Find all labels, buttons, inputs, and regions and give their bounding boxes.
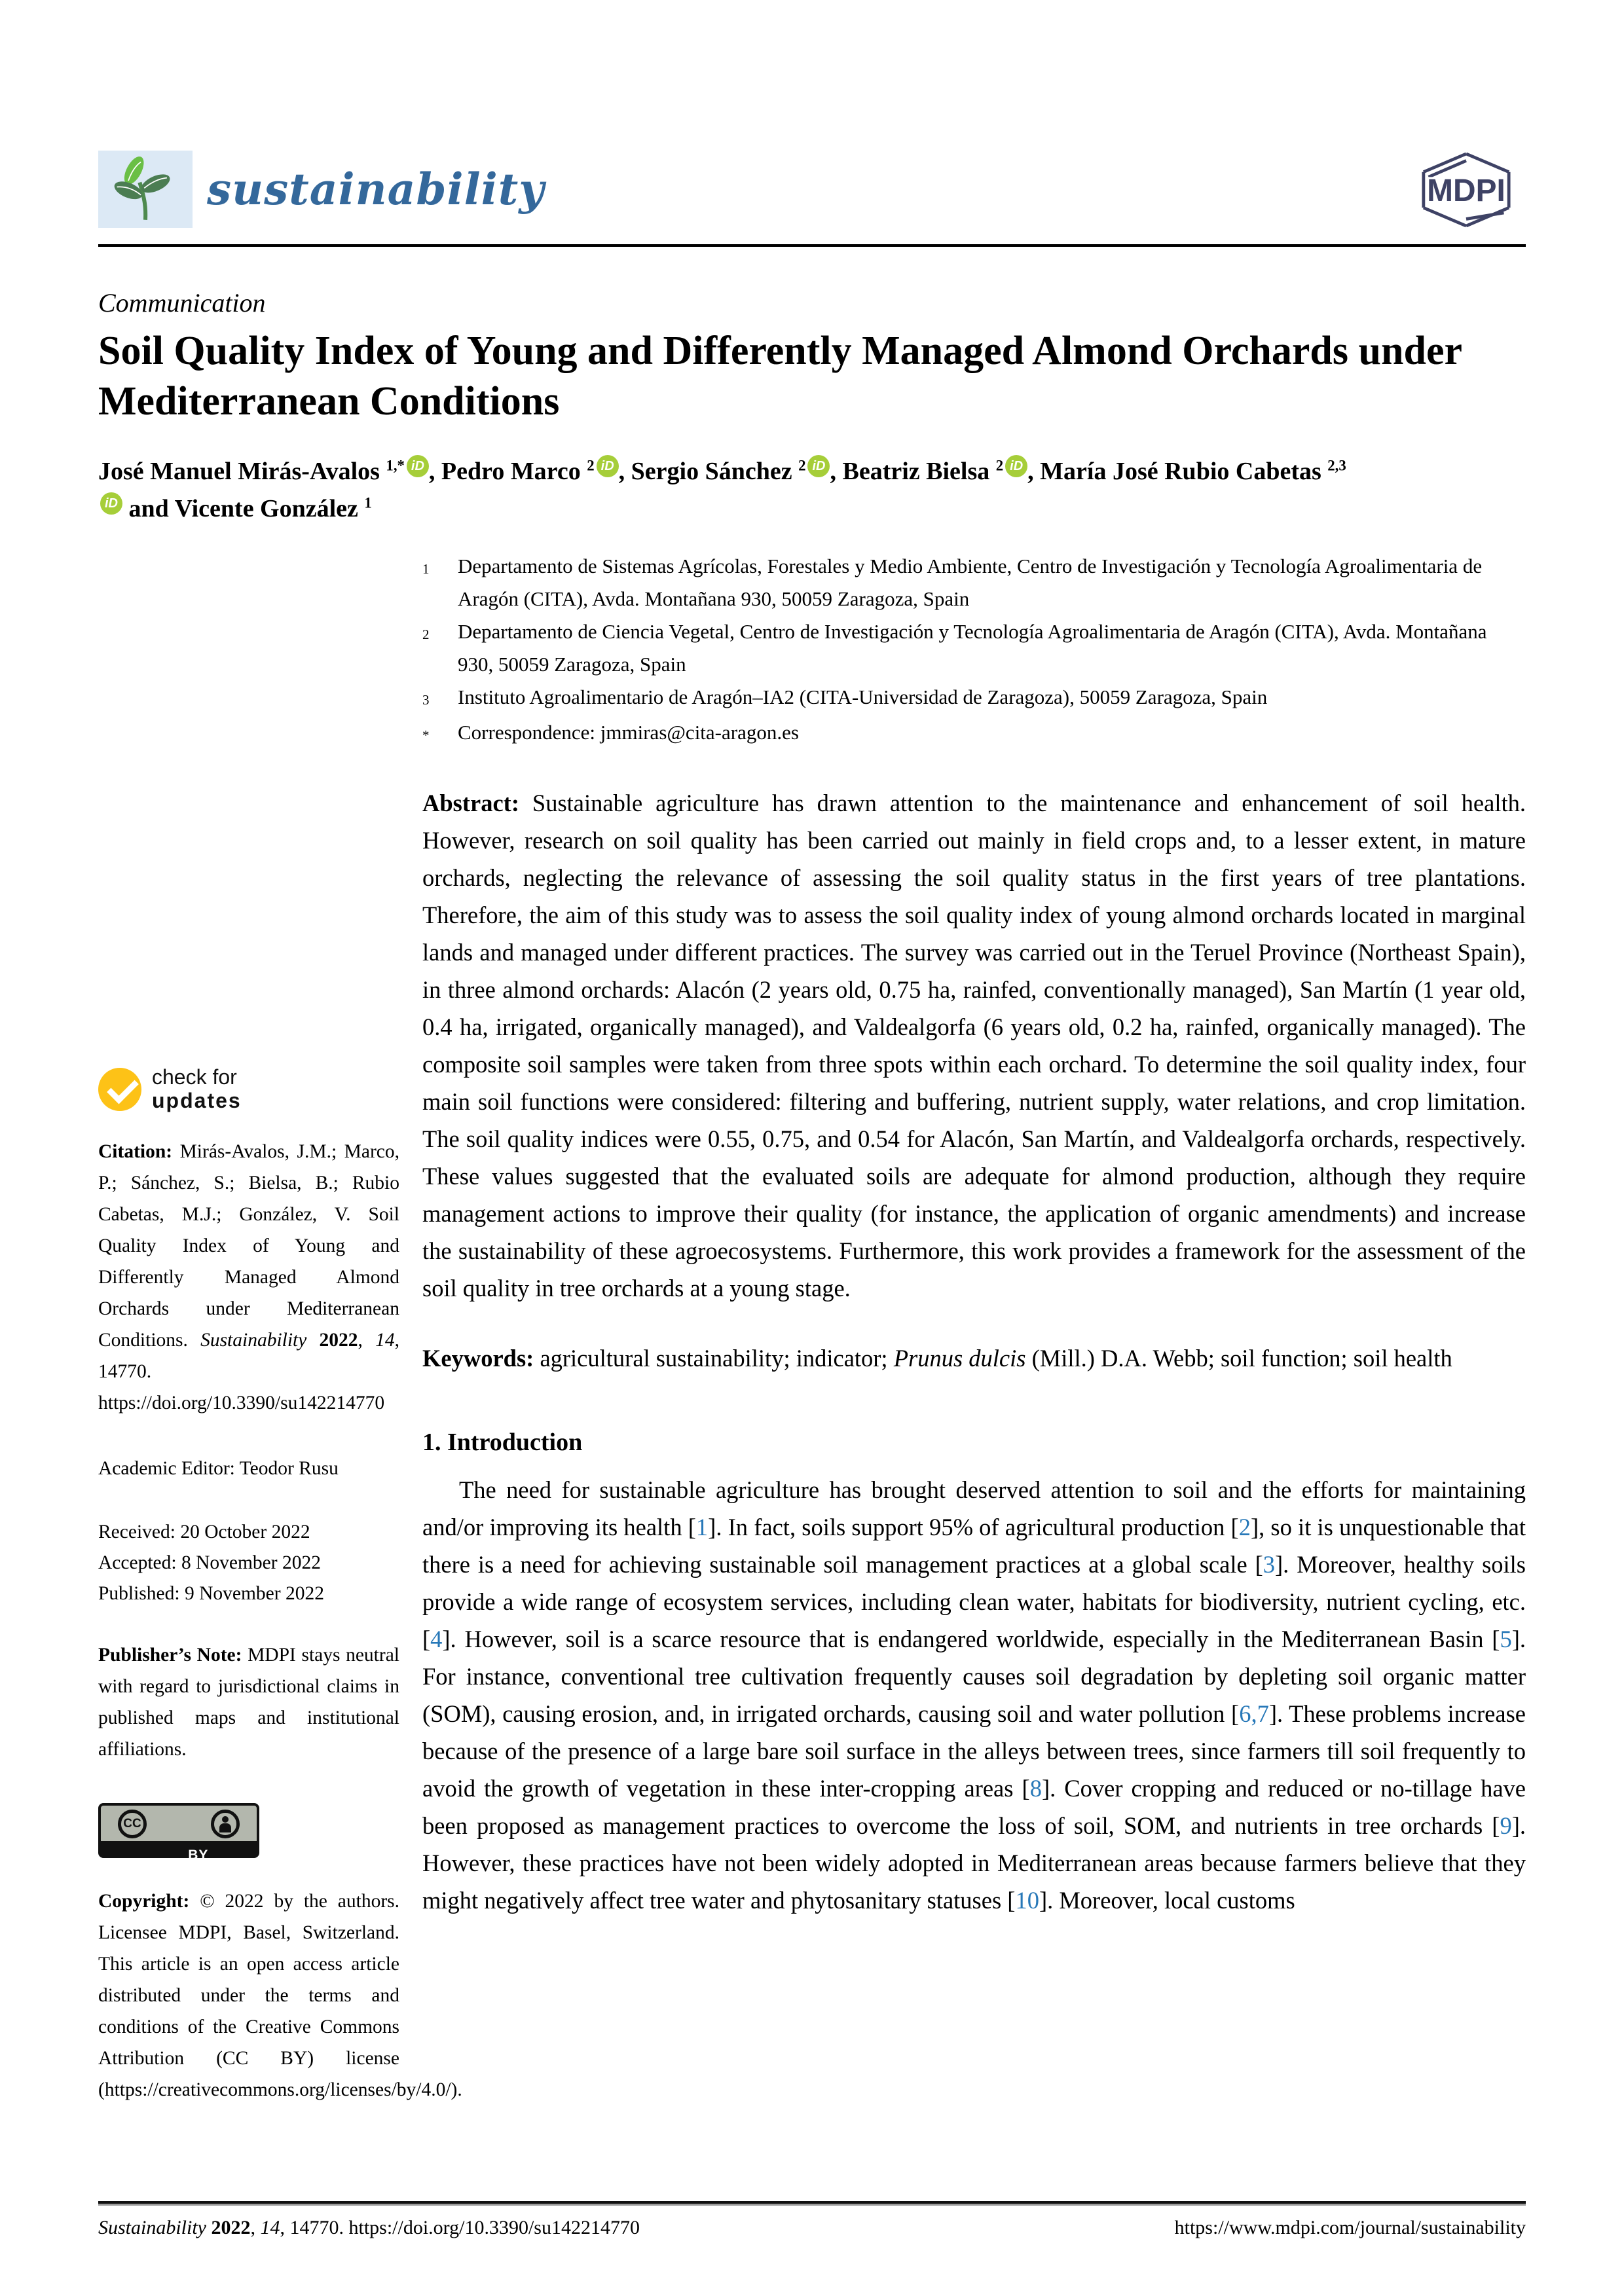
check-for-label: check for	[152, 1065, 237, 1089]
accepted-date: Accepted: 8 November 2022	[98, 1552, 321, 1574]
correspondence-item	[422, 716, 1526, 752]
affiliation-text: Departamento de Ciencia Vegetal, Centro de Investigación y Tecnología Agroalimentaria de Aragón (CITA), Avda. Montañana 930, 50059 Zaragoza, Spain	[458, 619, 1487, 676]
affiliation-text: Departamento de Sistemas Agrícolas, Forestales y Medio Ambiente, Centro de Investigación y Tecnología Agroalimentaria de Aragón (CITA), Avda. Montañana 930, 50059 Zaragoza, Spain	[458, 554, 1483, 610]
article-dates	[98, 1517, 399, 1609]
updates-label: updates	[152, 1088, 242, 1112]
publisher-note: Publisher’s Note: MDPI stays neutral with regard to jurisdictional claims in published maps and institutional affiliations.	[98, 1645, 399, 1760]
correspondence-marker: *	[422, 727, 430, 743]
affiliation-item	[422, 681, 1526, 716]
affiliation-item	[422, 615, 1526, 681]
citation-ref[interactable]: 4	[430, 1625, 443, 1652]
check-for-updates-button[interactable]	[98, 1066, 399, 1113]
published-date: Published: 9 November 2022	[98, 1583, 324, 1605]
orcid-icon[interactable]: iD	[597, 455, 619, 477]
cc-by-license-badge[interactable]	[98, 1803, 259, 1863]
footer-divider	[98, 2201, 1526, 2204]
plant-icon	[106, 155, 185, 223]
citation-ref[interactable]: 10	[1015, 1886, 1039, 1914]
orcid-icon[interactable]: iD	[807, 455, 830, 477]
citation-ref[interactable]: 2	[1238, 1513, 1251, 1540]
citation-ref[interactable]: 1	[695, 1513, 709, 1540]
keywords: Keywords: agricultural sustainability; indicator; Prunus dulcis (Mill.) D.A. Webb; soil function; soil health	[422, 1344, 1452, 1372]
orcid-icon[interactable]: iD	[100, 492, 122, 515]
crossmark-circle	[98, 1068, 141, 1111]
check-icon	[107, 1072, 139, 1104]
affiliations	[422, 550, 1526, 752]
affiliation-marker: 2	[422, 626, 430, 642]
citation-ref[interactable]: 5	[1500, 1625, 1512, 1652]
author-list: José Manuel Mirás-Avalos $^{1,*}$ iD , Pedro Marco $^2$ iD , Sergio Sánchez $^2$ iD , Beatriz Bielsa $^2$ iD , María José Rubio Cabetas $^{2,3}$iD and Vicente González $^1$	[98, 453, 1354, 528]
correspondence-email[interactable]: Correspondence: jmmiras@cita-aragon.es	[458, 720, 799, 744]
mdpi-hexagon-icon	[1407, 151, 1526, 229]
footer-journal-url[interactable]: https://www.mdpi.com/journal/sustainability	[1174, 2217, 1526, 2238]
journal-logo[interactable]	[98, 151, 545, 228]
by-label: BY	[188, 1848, 209, 1863]
received-date: Received: 20 October 2022	[98, 1522, 310, 1543]
citation-ref[interactable]: 3	[1263, 1550, 1275, 1578]
sidebar	[98, 550, 462, 2106]
introduction-paragraph: The need for sustainable agriculture has brought deserved attention to soil and the efforts for maintaining and/or improving its health [1]. In fact, soils support 95% of agricultural production [2], so it is unquestionable that there is a need for achieving sustainable soil management practices at a global scale [3]. Moreover, healthy soils provide a wide range of ecosystem services, including clean water, habitats for biodiversity, nutrient cycling, etc. [4]. However, soil is a scarce resource that is endangered worldwide, especially in the Mediterranean Basin [5]. For instance, conventional tree cultivation frequently causes soil degradation by depleting soil organic matter (SOM), causing erosion, and, in irrigated orchards, causing soil and water pollution [6,7]. These problems increase because of the presence of a large bare soil surface in the alleys between trees, since farmers till soil frequently to avoid the growth of vegetation in these inter-cropping areas [8]. Cover cropping and reduced or no-tillage have been proposed as management practices to overcome the loss of soil, SOM, and nutrients in tree orchards [9]. However, these practices have not been widely adopted in Mediterranean areas because farmers believe that they might negatively affect tree water and phytosanitary statuses [10]. Moreover, local customs	[422, 1476, 1526, 1914]
citation-block: Citation: Mirás-Avalos, J.M.; Marco, P.; Sánchez, S.; Bielsa, B.; Rubio Cabetas, M.J.; González, V. Soil Quality Index of Young and Differently Managed Almond Orchards under Mediterranean Conditions. Sustainability 2022, 14, 14770. https://doi.org/10.3390/su142214770	[98, 1141, 400, 1414]
footer-citation[interactable]: Sustainability 2022, 14, 14770. https://doi.org/10.3390/su142214770	[98, 2217, 640, 2238]
mdpi-logo[interactable]	[1407, 151, 1526, 232]
orcid-icon[interactable]: iD	[407, 455, 429, 477]
page-footer	[98, 2201, 1526, 2239]
attribution-person-icon	[211, 1810, 240, 1838]
sustainability-plant-icon	[98, 151, 193, 228]
orcid-icon[interactable]: iD	[1005, 455, 1027, 477]
header-divider	[98, 244, 1526, 247]
journal-header	[98, 0, 1526, 232]
svg-text:MDPI: MDPI	[1427, 173, 1505, 208]
main-column	[422, 550, 1526, 2106]
academic-editor: Academic Editor: Teodor Rusu	[98, 1458, 339, 1480]
citation-ref[interactable]: 6,7	[1239, 1700, 1269, 1727]
article-title: Soil Quality Index of Young and Differently Managed Almond Orchards under Mediterranean Conditions	[98, 329, 1462, 424]
citation-ref[interactable]: 9	[1500, 1812, 1512, 1839]
citation-ref[interactable]: 8	[1029, 1774, 1042, 1802]
affiliation-marker: 3	[422, 691, 430, 708]
cc-icon: CC	[118, 1810, 147, 1838]
copyright-block: Copyright: © 2022 by the authors. Licensee MDPI, Basel, Switzerland. This article is an open access article distributed under the terms and conditions of the Creative Commons Attribution (CC BY) license (https://creativecommons.org/licenses/by/4.0/).	[98, 1891, 462, 2101]
affiliation-text: Instituto Agroalimentario de Aragón–IA2 (CITA-Universidad de Zaragoza), 50059 Zaragoza, Spain	[458, 685, 1268, 708]
cc-by-band	[101, 1841, 257, 1863]
affiliation-marker: 1	[422, 560, 430, 577]
affiliation-item	[422, 550, 1526, 615]
abstract: Abstract: Sustainable agriculture has drawn attention to the maintenance and enhancement of soil health. However, research on soil quality has been carried out mainly in field crops and, to a lesser extent, in mature orchards, neglecting the relevance of assessing the soil quality status in the first years of tree plantations. Therefore, the aim of this study was to assess the soil quality index of young almond orchards located in marginal lands and managed under different practices. The survey was carried out in the Teruel Province (Northeast Spain), in three almond orchards: Alacón (2 years old, 0.75 ha, rainfed, conventionally managed), San Martín (1 year old, 0.4 ha, irrigated, organically managed), and Valdealgorfa (6 years old, 0.2 ha, rainfed, organically managed). The composite soil samples were taken from three spots within each orchard. To determine the soil quality index, four main soil functions were considered: filtering and buffering, nutrient supply, water relations, and crop limitation. The soil quality indices were 0.55, 0.75, and 0.54 for Alacón, San Martín, and Valdealgorfa orchards, respectively. These values suggested that the evaluated soils are adequate for almond production, although they require management actions to improve their quality (for instance, the application of organic amendments) and increase the sustainability of these agroecosystems. Furthermore, this work provides a framework for the assessment of the soil quality in tree orchards at a young stage.	[422, 789, 1526, 1302]
section-heading-introduction: 1. Introduction	[422, 1428, 583, 1456]
article-type: Communication	[98, 288, 266, 318]
journal-name: sustainability	[207, 164, 545, 215]
